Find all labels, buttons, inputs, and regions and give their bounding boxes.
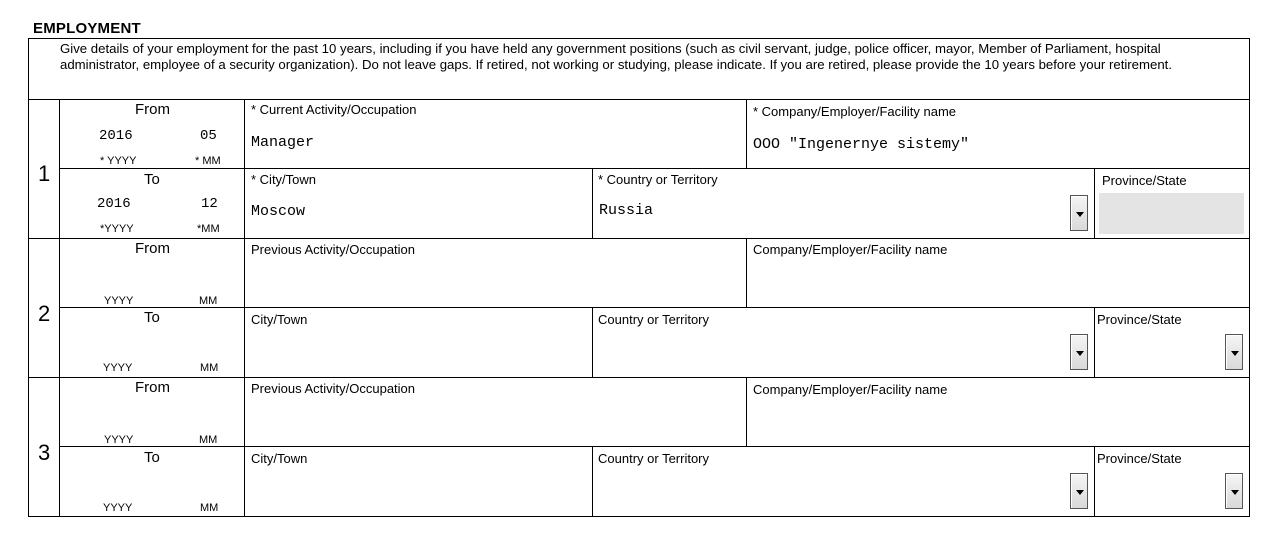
city-field[interactable]: Moscow	[251, 203, 306, 220]
province-dropdown-button[interactable]	[1225, 473, 1243, 509]
to-label: To	[144, 171, 160, 188]
to-year-field[interactable]: 2016	[97, 196, 131, 212]
to-month-label: MM	[200, 502, 219, 514]
from-label: From	[135, 101, 170, 118]
province-field-disabled	[1099, 193, 1244, 234]
to-month-label: *MM	[197, 223, 220, 235]
activity-field[interactable]	[248, 401, 742, 441]
entry-number: 2	[38, 301, 51, 326]
country-select[interactable]: Russia	[599, 202, 654, 219]
from-year-label: * YYYY	[100, 155, 137, 167]
from-date-field[interactable]	[95, 258, 235, 293]
country-select[interactable]	[596, 332, 1066, 372]
from-label: From	[135, 240, 170, 257]
country-dropdown-button[interactable]	[1070, 195, 1088, 231]
entry-number: 3	[38, 440, 51, 465]
country-label: * Country or Territory	[598, 172, 718, 187]
company-label: * Company/Employer/Facility name	[753, 104, 957, 119]
to-month-label: MM	[200, 362, 219, 374]
to-label: To	[144, 449, 160, 466]
to-date-field[interactable]	[95, 328, 235, 363]
from-month-label: MM	[199, 295, 218, 307]
company-label: Company/Employer/Facility name	[753, 242, 948, 257]
city-label: City/Town	[251, 312, 308, 327]
company-field[interactable]: OOO "Ingenernye sistemy"	[753, 136, 970, 153]
company-field[interactable]	[750, 401, 1244, 441]
city-label: * City/Town	[251, 172, 317, 187]
entry-number: 1	[38, 161, 51, 186]
from-date-field[interactable]	[95, 398, 235, 433]
province-label: Province/State	[1102, 173, 1187, 188]
from-year-field[interactable]: 2016	[99, 128, 133, 144]
province-dropdown-button[interactable]	[1225, 334, 1243, 370]
country-label: Country or Territory	[598, 451, 710, 466]
city-field[interactable]	[248, 471, 588, 511]
city-label: City/Town	[251, 451, 308, 466]
country-dropdown-button[interactable]	[1070, 334, 1088, 370]
from-year-label: YYYY	[104, 434, 134, 446]
section-title: EMPLOYMENT	[33, 20, 141, 37]
to-label: To	[144, 309, 160, 326]
province-label: Province/State	[1097, 451, 1182, 466]
to-year-label: *YYYY	[100, 223, 134, 235]
from-month-label: MM	[199, 434, 218, 446]
province-label: Province/State	[1097, 312, 1182, 327]
from-label: From	[135, 379, 170, 396]
country-select[interactable]	[596, 471, 1066, 511]
from-year-label: YYYY	[104, 295, 134, 307]
activity-label: Previous Activity/Occupation	[251, 242, 416, 257]
activity-label: Previous Activity/Occupation	[251, 381, 416, 396]
country-label: Country or Territory	[598, 312, 710, 327]
from-month-label: * MM	[195, 155, 221, 167]
to-year-label: YYYY	[103, 502, 133, 514]
activity-label: * Current Activity/Occupation	[251, 102, 417, 117]
to-date-field[interactable]	[95, 467, 235, 502]
company-label: Company/Employer/Facility name	[753, 382, 948, 397]
to-month-field[interactable]: 12	[201, 196, 218, 212]
to-year-label: YYYY	[103, 362, 133, 374]
country-dropdown-button[interactable]	[1070, 473, 1088, 509]
instructions: Give details of your employment for the past 10 years, including if you have held any government positions (such as civil servant, judge, police officer, mayor, Member of Parliament, hospital administrator, employee of a security organization). Do not leave gaps. If retired, not working or studying, please indicate. If you are retired, please provide the 10 years before your retirement.	[28, 38, 1250, 100]
from-month-field[interactable]: 05	[200, 128, 217, 144]
company-field[interactable]	[750, 262, 1244, 302]
activity-field[interactable]: Manager	[251, 134, 315, 151]
city-field[interactable]	[248, 332, 588, 372]
activity-field[interactable]	[248, 262, 742, 302]
